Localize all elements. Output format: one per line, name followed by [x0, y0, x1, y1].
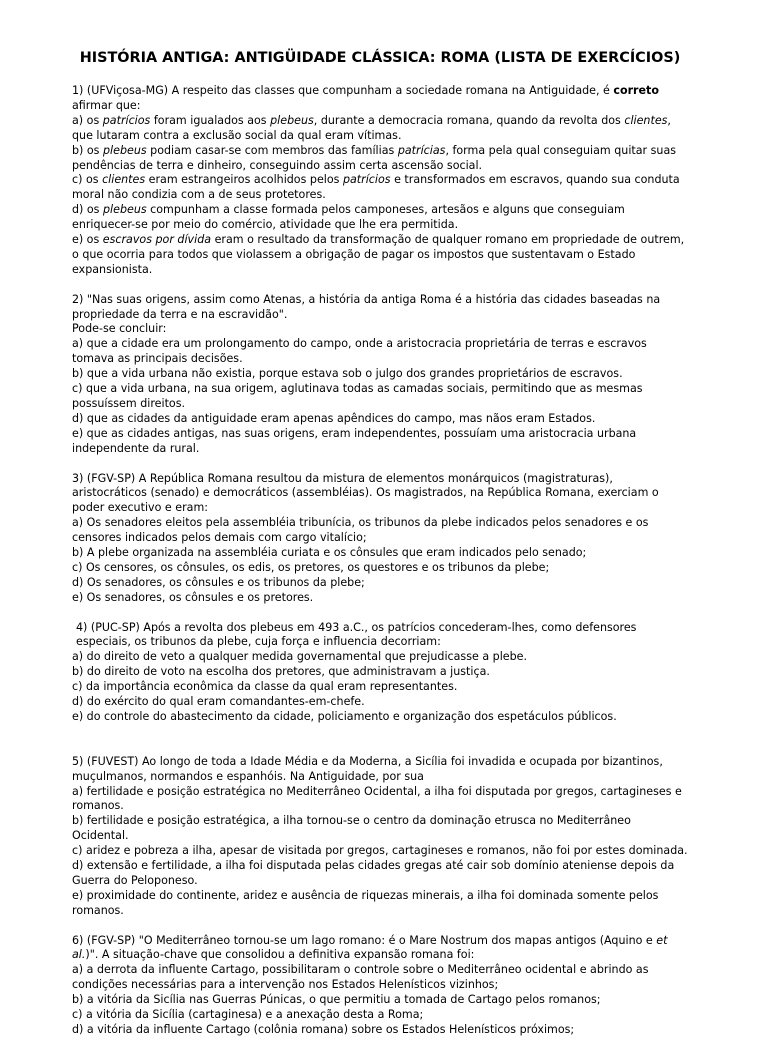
q1-stem-text-end: afirmar que: — [72, 98, 141, 112]
question-2-option-a: a) que a cidade era um prolongamento do campo, onde a aristocracia proprietária de terras e escravos tomava as principais decisões. — [72, 337, 647, 366]
question-6-option-c: c) a vitória da Sicília (cartaginesa) e a anexação desta a Roma; — [72, 1008, 424, 1022]
question-5 — [72, 755, 688, 919]
question-5-option-d: d) extensão e fertilidade, a ilha foi disputada pelas cidades gregas até cair sob domínio ateniense depois da Guerra do Peloponeso. — [72, 859, 675, 887]
document-body — [72, 84, 688, 1038]
question-4-option-a: a) do direito de veto a qualquer medida governamental que prejudicasse a plebe. — [72, 650, 528, 664]
question-1-stem — [72, 84, 688, 114]
question-6-option-b: b) a vitória da Sicília nas Guerras Púnicas, o que permitiu a tomada de Cartago pelos romanos; — [72, 993, 601, 1007]
question-4-option-b: b) do direito de voto na escolha dos pretores, que administravam a justiça. — [72, 665, 490, 679]
question-2-option-b: b) que a vida urbana não existia, porque estava sob o julgo dos grandes proprietários de escravos. — [72, 367, 623, 381]
question-4-stem: 4) (PUC-SP) Após a revolta dos plebeus em 493 a.C., os patrícios concederam-lhes, como defensores especiais, os tribunos da plebe, cuja força e influencia decorriam: — [76, 620, 637, 649]
question-2-option-c: c) que a vida urbana, na sua origem, aglutinava todas as camadas sociais, permitindo que as mesmas possuíssem direitos. — [72, 382, 643, 411]
question-3 — [72, 472, 688, 606]
question-2-option-e: e) que as cidades antigas, nas suas origens, eram independentes, possuíam uma aristocracia urbana independente da rural. — [72, 426, 637, 455]
question-3-option-e: e) Os senadores, os cônsules e os pretores. — [72, 590, 314, 604]
question-2 — [72, 293, 688, 457]
question-3-option-a: a) Os senadores eleitos pela assembléia tribunícia, os tribunos da plebe indicados pelos senadores e os censores indicados pelos demais com cargo vitalício; — [72, 516, 649, 545]
document-title: HISTÓRIA ANTIGA: ANTIGÜIDADE CLÁSSICA: ROMA (LISTA DE EXERCÍCIOS) — [79, 50, 681, 66]
question-4 — [72, 621, 688, 725]
question-1-option-a: a) os patrícios foram igualados aos plebeus, durante a democracia romana, quando da revolta dos clientes, que lutaram contra a exclusão social da qual eram vítimas. — [72, 113, 671, 142]
question-1-option-b: b) os plebeus podiam casar-se com membros das famílias patrícias, forma pela qual conseguiam quitar suas pendências de terra e dinheiro, conseguindo assim certa ascensão social. — [72, 143, 677, 172]
question-4-option-e: e) do controle do abastecimento da cidade, policiamento e organização dos espetáculos públicos. — [72, 710, 617, 724]
question-5-option-c: c) aridez e pobreza a ilha, apesar de visitada por gregos, cartagineses e romanos, não foi por estes dominada. — [72, 844, 688, 858]
question-5-option-e: e) proximidade do continente, aridez e ausência de riquezas minerais, a ilha foi dominada somente pelos romanos. — [72, 888, 659, 917]
question-6-option-a: a) a derrota da influente Cartago, possibilitaram o controle sobre o Mediterrâneo ocidental e abrindo as condições necessárias para a intervenção nos Estados Helenísticos vizinhos; — [72, 963, 649, 992]
question-5-option-b: b) fertilidade e posição estratégica, a ilha tornou-se o centro da dominação etrusca no Mediterrâneo Ocidental. — [72, 814, 631, 843]
question-5-option-a: a) fertilidade e posição estratégica no Mediterrâneo Ocidental, a ilha foi disputada por gregos, cartagineses e romanos. — [72, 784, 682, 813]
question-1 — [72, 84, 688, 278]
question-6 — [72, 934, 688, 1038]
question-2-stem: 2) "Nas suas origens, assim como Atenas, a história da antiga Roma é a história das cidades baseadas na propriedade da terra e na escravidão". — [72, 292, 661, 321]
question-6-option-d: d) a vitória da influente Cartago (colônia romana) sobre os Estados Helenísticos próximos; — [72, 1023, 575, 1037]
question-1-option-d: d) os plebeus compunham a classe formada pelos camponeses, artesãos e alguns que conseguiam enriquecer-se por meio do comércio, atividade que lhe era permitida. — [72, 203, 625, 232]
question-3-option-b: b) A plebe organizada na assembléia curiata e os cônsules que eram indicados pelo senado; — [72, 546, 587, 560]
question-5-stem: 5) (FUVEST) Ao longo de toda a Idade Média e da Moderna, a Sicília foi invadida e ocupada por bizantinos, muçulmanos, normandos e espanhóis. Na Antiguidade, por sua — [72, 754, 663, 783]
question-3-option-c: c) Os censores, os cônsules, os edis, os pretores, os questores e os tribunos da plebe; — [72, 560, 550, 574]
question-6-stem: 6) (FGV-SP) "O Mediterrâneo tornou-se um lago romano: é o Mare Nostrum dos mapas antigos (Aquino e et al.)". A situação-chave que consolidou a definitiva expansão romana foi: — [72, 933, 668, 962]
question-2-prompt: Pode-se concluir: — [72, 322, 167, 336]
question-1-option-c: c) os clientes eram estrangeiros acolhidos pelos patrícios e transformados em escravos, quando sua conduta moral não condizia com a de seus protetores. — [72, 173, 680, 202]
question-4-option-c: c) da importância econômica da classe da qual eram representantes. — [72, 680, 458, 694]
question-3-stem: 3) (FGV-SP) A República Romana resultou da mistura de elementos monárquicos (magistraturas), aristocráticos (senado) e democráticos (assembléias). Os magistrados, na República Romana, exerciam o poder executivo e eram: — [72, 471, 659, 515]
question-4-option-d: d) do exército do qual eram comandantes-em-chefe. — [72, 695, 365, 709]
q1-stem-text: 1) (UFViçosa-MG) A respeito das classes que compunham a sociedade romana na Antiguidade, é — [72, 84, 614, 97]
q1-stem-emphasis: correto — [613, 84, 659, 97]
question-3-option-d: d) Os senadores, os cônsules e os tribunos da plebe; — [72, 575, 365, 589]
question-1-option-e: e) os escravos por dívida eram o resultado da transformação de qualquer romano em propriedade de outrem, o que ocorria para todos que violassem a obrigação de pagar os impostos que sustentavam o Estado expansionista. — [72, 233, 685, 276]
question-2-option-d: d) que as cidades da antiguidade eram apenas apêndices do campo, mas nãos eram Estados. — [72, 411, 596, 425]
